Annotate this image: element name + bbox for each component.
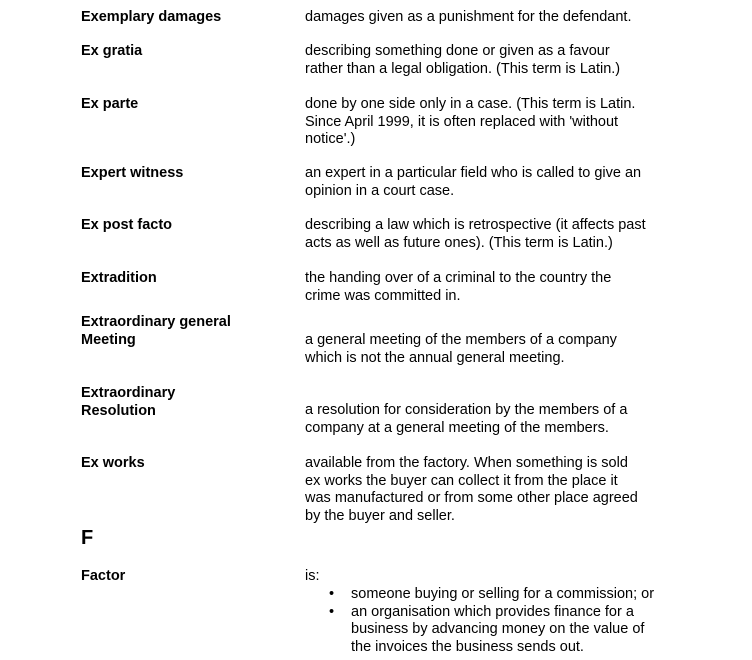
term-extraordinary-resolution bbox=[81, 385, 281, 420]
definition-line: was manufactured or from some other place agreed bbox=[305, 490, 638, 506]
bullet-line: someone buying or selling for a commission; or bbox=[351, 586, 655, 602]
definition-extraordinary-resolution bbox=[305, 402, 685, 437]
term-line: Factor bbox=[81, 568, 126, 584]
definition-extraordinary-general-meeting bbox=[305, 332, 685, 367]
section-letter-heading: F bbox=[81, 527, 94, 549]
term-line: Extraordinary general bbox=[81, 314, 231, 330]
term-line: Ex works bbox=[81, 455, 145, 471]
term-line: Ex gratia bbox=[81, 43, 143, 59]
term-factor bbox=[81, 568, 281, 586]
definition-line: an expert in a particular field who is called to give an bbox=[305, 165, 642, 181]
definition-line: ex works the buyer can collect it from the place it bbox=[305, 472, 618, 489]
definition-line: by the buyer and seller. bbox=[305, 507, 455, 524]
definition-line: notice'.) bbox=[305, 131, 356, 147]
definition-ex-works bbox=[305, 455, 685, 525]
definition-line: describing a law which is retrospective (it affects past bbox=[305, 217, 646, 233]
definition-factor-intro bbox=[305, 568, 685, 586]
list-item bbox=[305, 586, 725, 604]
term-line: Ex parte bbox=[81, 96, 139, 112]
definition-line: describing something done or given as a favour bbox=[305, 43, 610, 59]
definition-ex-gratia bbox=[305, 43, 685, 78]
bullet-line: business by advancing money on the value of bbox=[351, 621, 645, 637]
term-ex-parte bbox=[81, 96, 281, 114]
definition-line: acts as well as future ones). (This term is Latin.) bbox=[305, 234, 613, 251]
bullet-line: an organisation which provides finance for a bbox=[351, 603, 634, 620]
term-line: Exemplary damages bbox=[81, 9, 222, 25]
bullet-icon: • bbox=[329, 586, 335, 602]
term-ex-gratia bbox=[81, 43, 281, 61]
term-expert-witness bbox=[81, 165, 281, 183]
definition-ex-post-facto bbox=[305, 217, 685, 252]
definition-line: rather than a legal obligation. (This term is Latin.) bbox=[305, 60, 621, 77]
definition-line: is: bbox=[305, 568, 320, 584]
definition-line: Since April 1999, it is often replaced with 'without bbox=[305, 113, 619, 130]
definition-line: which is not the annual general meeting. bbox=[305, 349, 565, 366]
bullet-icon: • bbox=[329, 603, 335, 620]
term-extraordinary-general-meeting bbox=[81, 314, 281, 349]
term-line: Ex post facto bbox=[81, 217, 173, 233]
term-ex-works bbox=[81, 455, 281, 473]
bullet-line: the invoices the business sends out. bbox=[351, 638, 584, 655]
definition-line: damages given as a punishment for the defendant. bbox=[305, 9, 632, 25]
definition-line: done by one side only in a case. (This term is Latin. bbox=[305, 96, 636, 112]
term-line: Resolution bbox=[81, 402, 156, 419]
term-line: Extradition bbox=[81, 270, 157, 286]
term-ex-post-facto bbox=[81, 217, 281, 235]
term-extradition bbox=[81, 270, 281, 288]
term-line: Meeting bbox=[81, 331, 136, 348]
definition-line: available from the factory. When something is sold bbox=[305, 455, 628, 471]
definition-extradition bbox=[305, 270, 685, 305]
term-line: Expert witness bbox=[81, 165, 184, 181]
definition-line: crime was committed in. bbox=[305, 287, 461, 304]
definition-ex-parte bbox=[305, 96, 685, 149]
definition-line: company at a general meeting of the members. bbox=[305, 419, 609, 436]
definition-expert-witness bbox=[305, 165, 685, 200]
factor-bullet-list bbox=[305, 586, 725, 656]
definition-line: opinion in a court case. bbox=[305, 182, 455, 199]
definition-line: a resolution for consideration by the members of a bbox=[305, 402, 628, 418]
term-line: Extraordinary bbox=[81, 385, 176, 401]
list-item bbox=[305, 604, 725, 657]
term-exemplary-damages bbox=[81, 9, 281, 27]
definition-line: the handing over of a criminal to the country the bbox=[305, 270, 612, 286]
definition-exemplary-damages bbox=[305, 9, 685, 27]
definition-line: a general meeting of the members of a company bbox=[305, 332, 617, 348]
